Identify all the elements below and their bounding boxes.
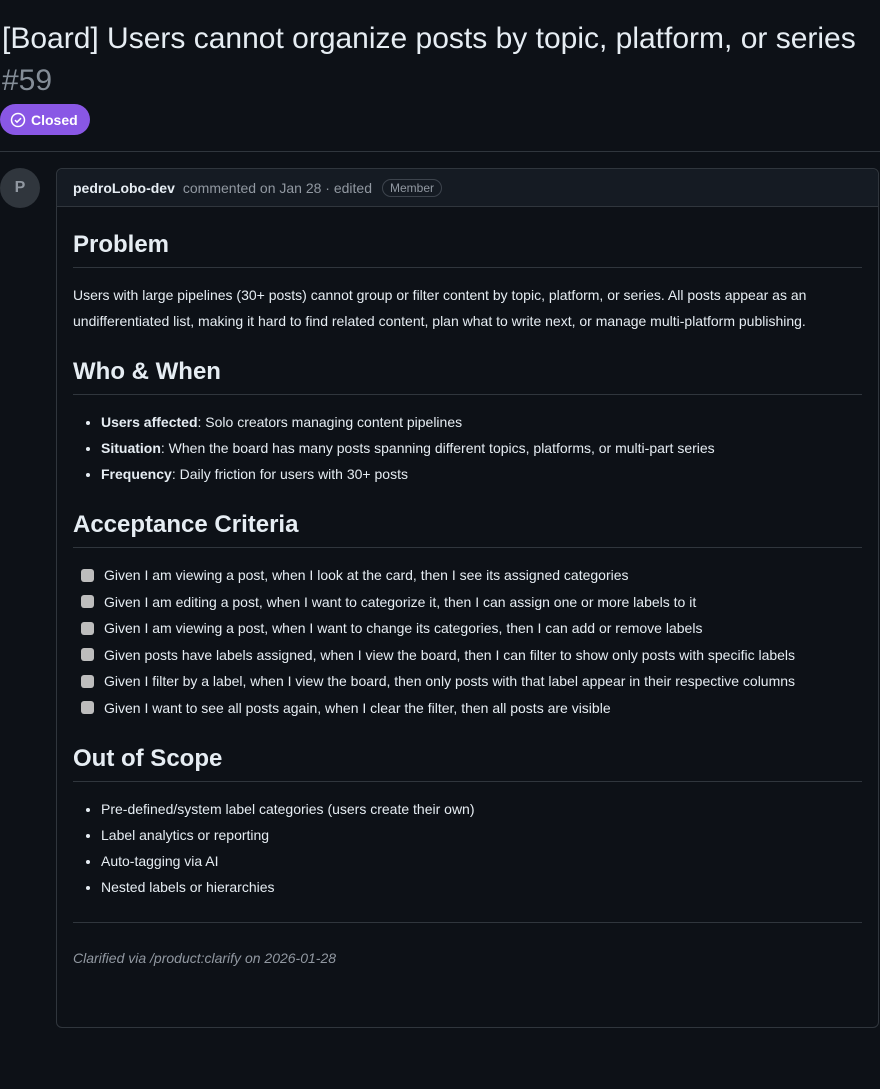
list-item: • Pre-defined/system label categories (users create their own) — [101, 796, 862, 822]
list-item: • Nested labels or hierarchies — [101, 874, 862, 900]
task-item: Given I am viewing a post, when I want to change its categories, then I can add or remove labels — [81, 615, 862, 642]
role-badge: Member — [382, 179, 442, 197]
problem-text: Users with large pipelines (30+ posts) cannot group or filter content by topic, platform, or series. All posts appear as an undifferentiated list, making it hard to find related content, plan what to write next, or manage multi-platform publishing. — [73, 287, 807, 329]
comment-meta[interactable]: commented on Jan 28 · edited — [182, 179, 373, 196]
list-item: • Frequency: Daily friction for users with 30+ posts — [101, 461, 862, 487]
divider — [73, 922, 862, 923]
task-item: Given I am viewing a post, when I look at the card, then I see its assigned categories — [81, 562, 862, 589]
footer-note: Clarified via /product:clarify on 2026-01-28 — [73, 950, 337, 966]
divider — [0, 151, 880, 152]
task-item: Given posts have labels assigned, when I view the board, then I can filter to show only posts with specific labels — [81, 642, 862, 669]
task-list — [73, 562, 862, 721]
comment-body — [57, 229, 878, 971]
task-checkbox[interactable] — [81, 648, 94, 661]
author-link[interactable]: pedroLobo-dev — [73, 179, 175, 196]
task-checkbox[interactable] — [81, 622, 94, 635]
list-item: • Label analytics or reporting — [101, 822, 862, 848]
heading-out-of-scope: Out of Scope — [73, 743, 862, 782]
status-badge: Closed — [0, 104, 90, 135]
heading-problem: Problem — [73, 229, 862, 268]
list-item: • Auto-tagging via AI — [101, 848, 862, 874]
heading-who-when: Who & When — [73, 356, 862, 395]
issue-title: [Board] Users cannot organize posts by topic, platform, or series #59 — [2, 22, 856, 97]
task-checkbox[interactable] — [81, 569, 94, 582]
check-circle-icon — [10, 112, 26, 128]
task-item: Given I want to see all posts again, when I clear the filter, then all posts are visible — [81, 695, 862, 722]
scope-list — [73, 796, 862, 900]
task-item: Given I filter by a label, when I view the board, then only posts with that label appear in their respective columns — [81, 668, 862, 695]
comment-header — [57, 169, 878, 207]
task-item: Given I am editing a post, when I want to categorize it, then I can assign one or more labels to it — [81, 589, 862, 616]
task-checkbox[interactable] — [81, 701, 94, 714]
list-item: • Situation: When the board has many posts spanning different topics, platforms, or multi-part series — [101, 435, 862, 461]
list-item: • Users affected: Solo creators managing content pipelines — [101, 409, 862, 435]
comment-box — [56, 168, 879, 1028]
avatar[interactable]: P — [0, 168, 40, 208]
who-list — [73, 409, 862, 487]
issue-number: #59 — [2, 64, 53, 97]
heading-acceptance-criteria: Acceptance Criteria — [73, 509, 862, 548]
task-checkbox[interactable] — [81, 675, 94, 688]
task-checkbox[interactable] — [81, 595, 94, 608]
